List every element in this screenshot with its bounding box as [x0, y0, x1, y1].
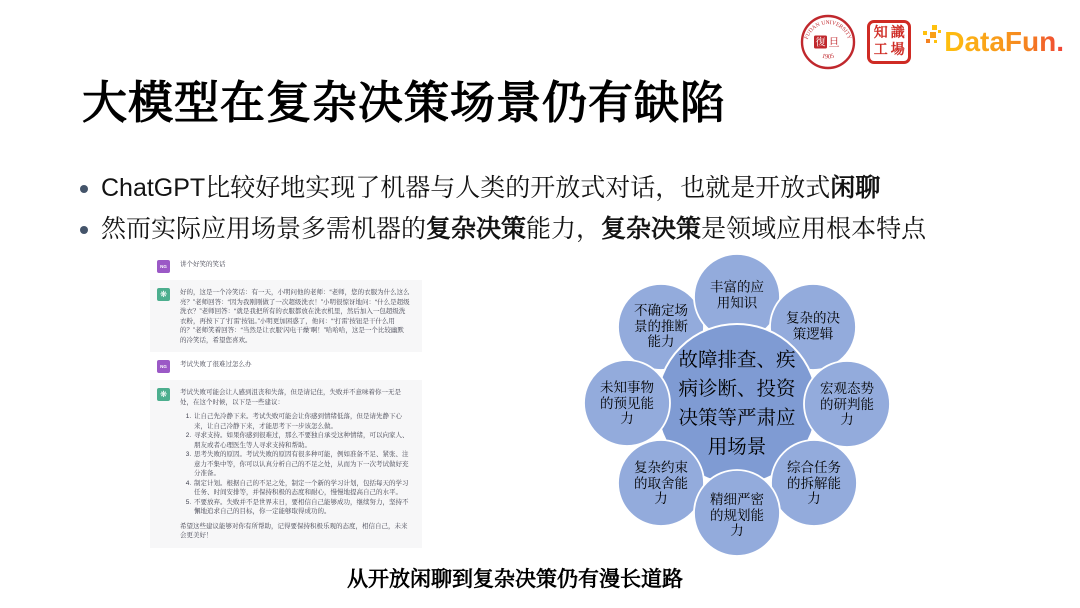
bullet-item-chatgpt — [80, 168, 1030, 209]
chat-assistant-message-row — [150, 280, 422, 352]
datafun-wordmark: DataFun. — [944, 22, 1064, 62]
satellite-label-constraint-tradeoff: 复杂约束的取舍能力 — [634, 459, 688, 506]
fudan-seal-arc-text: FUDAN UNIVERSITY — [804, 19, 853, 41]
knowledge-works-seal — [867, 20, 911, 64]
user-avatar: NG — [157, 260, 170, 273]
chat-user-message-row — [150, 352, 422, 380]
chat-advice-item: 3. 思考失败的原因。考试失败的原因有很多种可能，例如准备不足、紧张、注意力不集中等，你可以认真分析自己的不足之处，从而为下一次考试做好充分准备。 — [193, 450, 410, 479]
satellite-label-foresight: 未知事物的预见能力 — [600, 379, 654, 426]
satellite-label-uncertain-inference: 不确定场景的推断能力 — [634, 302, 688, 349]
page-title: 大模型在复杂决策场景仍有缺陷 — [82, 77, 727, 128]
satellite-label-decision-logic: 复杂的决策逻辑 — [786, 310, 840, 341]
chat-advice-item: 4. 制定计划。根据自己的不足之处，制定一个新的学习计划，包括每天的学习任务、时间安排等，并保持积极的态度和耐心，慢慢地提高自己的水平。 — [193, 479, 410, 498]
openai-logo-icon: ❋ — [157, 388, 170, 401]
fudan-seal-char-red: 旦 — [828, 37, 840, 49]
fudan-university-seal — [800, 14, 856, 70]
datafun-pixel-dots-icon — [922, 22, 942, 48]
user-avatar: NG — [157, 360, 170, 373]
satellite-label-rich-knowledge: 丰富的应用知识 — [710, 279, 764, 310]
chat-user-message: 讲个好笑的笑话 — [180, 261, 226, 268]
bullet-dot-icon — [80, 185, 88, 193]
openai-logo-icon: ❋ — [157, 288, 170, 301]
chat-assistant-message: 好的，这是一个冷笑话：有一天，小明问他的老师：“老师，您的衣服为什么这么亮？”老师回答：“因为我刚刚做了一次超级洗衣！”小明很惊讶地问：“什么是超级洗衣？”老师回答：“就是我把所有的衣服都放在洗衣机里，然后加入一包超级洗衣粉，再按下了‘打雷’按钮。”小明更加困惑了，他问：“‘打雷’按钮是干什么用的？”老师笑着回答：“当然是让衣服‘闪电干燥’啊！”哈哈哈，这是一个比较幽默的冷笑话，希望您喜欢。 — [180, 289, 410, 344]
satellite-label-task-decomposition: 综合任务的拆解能力 — [787, 459, 841, 506]
satellite-label-fine-planning: 精细严密的规划能力 — [710, 491, 764, 538]
knowledge-works-line1: 知識 — [873, 26, 908, 41]
bullet-text: 然而实际应用场景多需机器的复杂决策能力，复杂决策是领域应用根本特点 — [101, 215, 927, 243]
datafun-logo — [922, 22, 1064, 62]
chat-advice-outro: 希望这些建议能够对你有所帮助，记得要保持积极乐观的态度，相信自己，未来会更美好！ — [180, 522, 408, 539]
bullet-text: ChatGPT比较好地实现了机器与人类的开放式对话，也就是开放式闲聊 — [101, 174, 881, 202]
logo-bar — [800, 14, 1064, 70]
knowledge-works-line2: 工場 — [873, 43, 908, 58]
bullet-list — [80, 168, 1030, 250]
slide-caption: 从开放闲聊到复杂决策仍有漫长道路 — [347, 568, 683, 591]
center-label-serious-applications: 故障排查、疾病诊断、投资决策等严肃应用场景 — [678, 349, 796, 458]
chat-assistant-message — [180, 388, 410, 541]
chat-advice-item: 1. 让自己先冷静下来。考试失败可能会让你感到情绪低落，但是请先静下心来，让自己冷静下来，才能思考下一步该怎么做。 — [193, 412, 410, 431]
chat-advice-item: 5. 不要放弃。失败并不是世界末日，要相信自己能够成功，继续努力，坚持不懈地追求自己的目标，你一定能够取得成功的。 — [193, 498, 410, 517]
chatgpt-conversation-screenshot — [150, 252, 422, 548]
chat-assistant-message-row — [150, 380, 422, 548]
chat-user-message: 考试失败了很难过怎么办 — [180, 361, 252, 368]
bullet-item-decision — [80, 209, 1030, 250]
chat-advice-intro: 考试失败可能会让人感到沮丧和失落，但是请记住，失败并不意味着你一无是处，在这个时候，以下是一些建议： — [180, 389, 401, 406]
chat-advice-list — [180, 412, 410, 517]
fudan-seal-year: 1905 — [821, 52, 836, 61]
capability-radial-diagram — [580, 250, 900, 565]
bullet-dot-icon — [80, 226, 88, 234]
satellite-label-macro-judgment: 宏观态势的研判能力 — [820, 380, 874, 427]
fudan-seal-char-white: 復 — [815, 37, 826, 49]
chat-advice-item: 2. 寻求支持。如果你感到很难过，那么不要独自承受这种情绪，可以向家人、朋友或者心理医生等人寻求支持和帮助。 — [193, 431, 410, 450]
chat-user-message-row — [150, 252, 422, 280]
